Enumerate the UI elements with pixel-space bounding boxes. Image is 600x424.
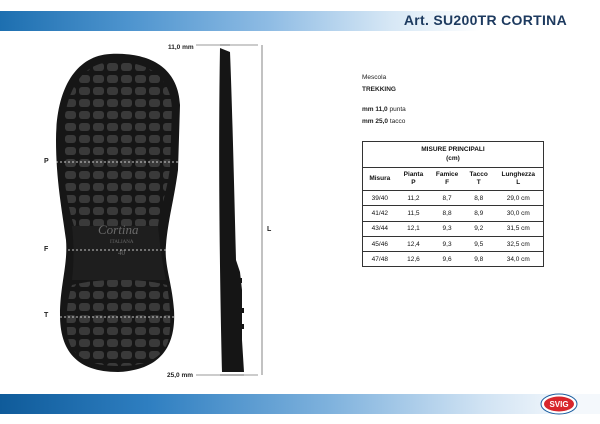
label-f: F — [44, 246, 49, 253]
tip-spec: mm 11,0 punta — [362, 106, 406, 113]
page-title: Art. SU200TR CORTINA — [403, 12, 567, 28]
tip-thickness-label: 11,0 mm — [168, 44, 194, 51]
profile-shape — [219, 48, 244, 372]
heel-spec: mm 25,0 tacco — [362, 118, 406, 125]
compound-value: TREKKING — [362, 86, 396, 93]
label-p: P — [44, 158, 49, 165]
sole-side-profile — [196, 40, 276, 385]
brand-logo — [540, 393, 578, 415]
logo-text: SVIG — [549, 400, 569, 409]
imprint-size: 40 — [118, 249, 125, 257]
imprint-origin: ITALIANA — [110, 240, 134, 245]
table-row: 41/42 11,5 8,8 8,9 30,0 cm — [363, 205, 543, 220]
compound-label: Mescola — [362, 74, 387, 81]
table-title: MISURE PRINCIPALI (cm) — [363, 142, 543, 168]
footer-band — [0, 394, 600, 414]
table-row: 39/40 11,2 8,7 8,8 29,0 cm — [363, 190, 543, 205]
sole-bottom-view — [50, 50, 185, 380]
table-header-row: Misura Pianta P Famice F Tacco T Lunghezza L — [369, 171, 536, 186]
measurements-table — [362, 141, 544, 267]
table-row: 45/46 12,4 9,3 9,5 32,5 cm — [363, 236, 543, 251]
label-l: L — [267, 226, 272, 233]
label-t: T — [44, 312, 49, 319]
table-row: 43/44 12,1 9,3 9,2 31,5 cm — [363, 221, 543, 236]
heel-thickness-label: 25,0 mm — [167, 372, 194, 379]
table-row: 47/48 12,6 9,6 9,8 34,0 cm — [363, 251, 543, 266]
imprint-brand: Cortina — [98, 222, 139, 237]
